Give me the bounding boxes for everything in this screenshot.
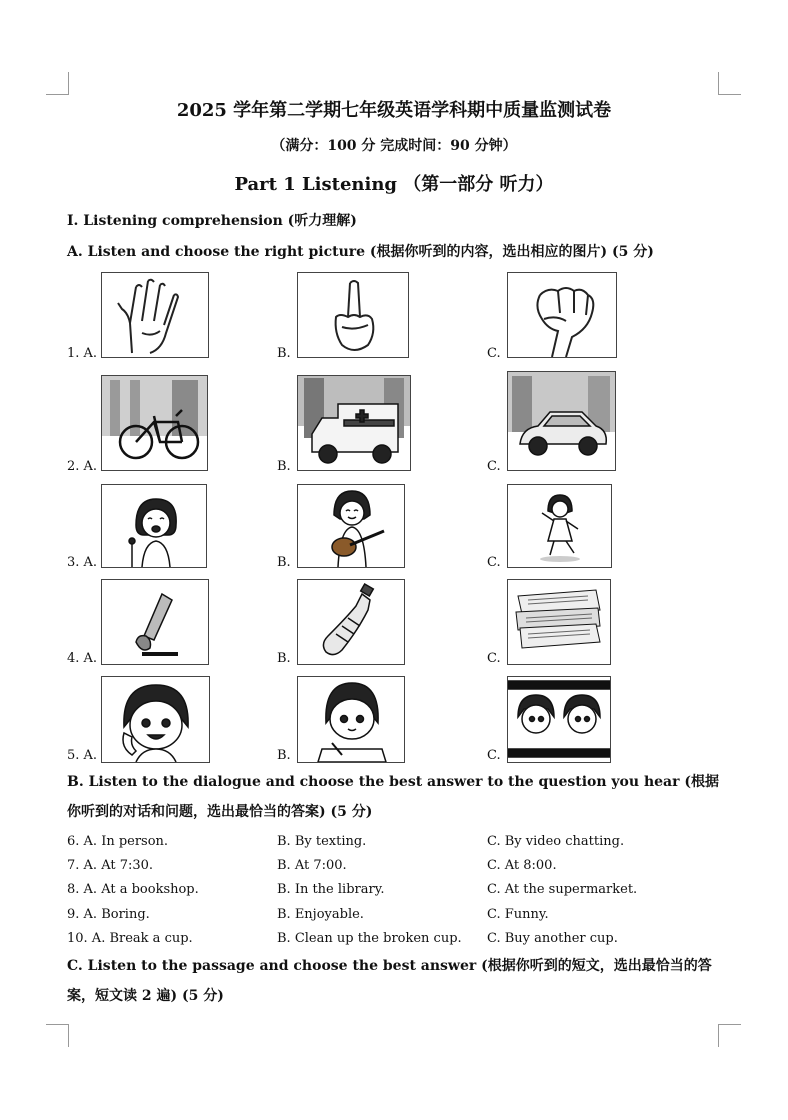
q6-option-c: C. By video chatting. — [487, 834, 625, 849]
section-i-heading: I. Listening comprehension (听力理解) — [67, 213, 357, 229]
pointing-finger-picture — [297, 272, 409, 358]
q1-label-c: C. — [487, 346, 501, 361]
q6-option-b: B. By texting. — [277, 834, 367, 849]
girl-writing-picture — [297, 676, 405, 763]
girl-singing-picture — [101, 484, 207, 568]
q3-label-b: B. — [277, 555, 291, 570]
q1-label-b: B. — [277, 346, 291, 361]
q10-option-b: B. Clean up the broken cup. — [277, 931, 462, 946]
crop-mark-bottom-right — [718, 1024, 741, 1047]
q2-label-c: C. — [487, 459, 501, 474]
q1-label-a: 1. A. — [67, 346, 98, 361]
newspapers-picture — [507, 579, 611, 665]
section-c-heading: C. Listen to the passage and choose the best answer (根据你听到的短文，选出最恰当的答案，短文读 2 遍) (5 分) — [67, 958, 712, 1004]
q8-option-c: C. At the supermarket. — [487, 882, 638, 897]
open-hand-picture — [101, 272, 209, 358]
exam-title: 2025 学年第二学期七年级英语学科期中质量监测试卷 — [176, 100, 612, 121]
crop-mark-bottom-left — [46, 1024, 69, 1047]
q8-option-a: 8. A. At a bookshop. — [67, 882, 199, 897]
q3-label-c: C. — [487, 555, 501, 570]
q7-option-c: C. At 8:00. — [487, 858, 557, 873]
girl-on-phone-picture — [101, 676, 210, 763]
car-picture — [507, 371, 616, 471]
crop-mark-top-left — [46, 72, 69, 95]
q8-option-b: B. In the library. — [277, 882, 385, 897]
exam-subtitle: （满分：100 分 完成时间：90 分钟） — [271, 138, 517, 154]
plastic-bottle-picture — [297, 579, 405, 665]
section-b-heading: B. Listen to the dialogue and choose the best answer to the question you hear (根据你听到的对话和问题，选出最恰当的答案) (5 分) — [67, 774, 719, 820]
q5-label-a: 5. A. — [67, 748, 98, 763]
girl-dancing-picture — [507, 484, 612, 568]
q5-label-b: B. — [277, 748, 291, 763]
q4-label-a: 4. A. — [67, 651, 98, 666]
q6-option-a: 6. A. In person. — [67, 834, 169, 849]
q9-option-c: C. Funny. — [487, 907, 549, 922]
fist-picture — [507, 272, 617, 358]
ambulance-picture — [297, 375, 411, 471]
q7-option-a: 7. A. At 7:30. — [67, 858, 154, 873]
q9-option-a: 9. A. Boring. — [67, 907, 150, 922]
q5-label-c: C. — [487, 748, 501, 763]
broken-pipe-picture — [101, 579, 209, 665]
section-a-heading: A. Listen and choose the right picture (根据你听到的内容，选出相应的图片) (5 分) — [67, 244, 654, 260]
q10-option-c: C. Buy another cup. — [487, 931, 618, 946]
q4-label-c: C. — [487, 651, 501, 666]
q10-option-a: 10. A. Break a cup. — [67, 931, 193, 946]
part-heading: Part 1 Listening （第一部分 听力） — [234, 174, 554, 195]
q4-label-b: B. — [277, 651, 291, 666]
children-video-chatting-picture — [507, 676, 611, 763]
girl-playing-guitar-picture — [297, 484, 405, 568]
bicycle-picture — [101, 375, 208, 471]
q3-label-a: 3. A. — [67, 555, 98, 570]
q2-label-b: B. — [277, 459, 291, 474]
q2-label-a: 2. A. — [67, 459, 98, 474]
q9-option-b: B. Enjoyable. — [277, 907, 364, 922]
q7-option-b: B. At 7:00. — [277, 858, 347, 873]
crop-mark-top-right — [718, 72, 741, 95]
